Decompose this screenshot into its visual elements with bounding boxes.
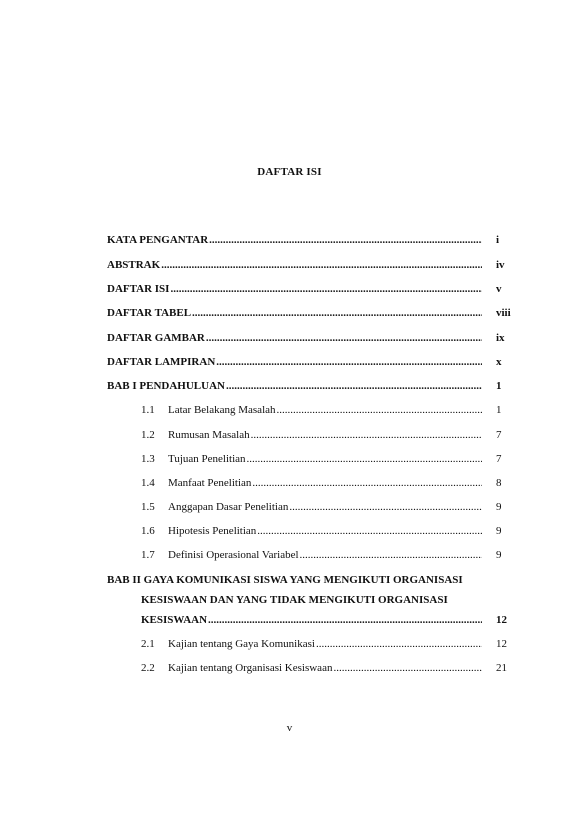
section-number: 1.3 [141, 453, 155, 465]
toc-label: DAFTAR TABEL [107, 307, 192, 319]
toc-entry-bab-2-line1[interactable]: BAB II GAYA KOMUNIKASI SISWA YANG MENGIKUTI ORGANISASI [107, 574, 463, 586]
dot-leader [257, 523, 482, 539]
toc-label: KESISWAAN [141, 614, 208, 626]
section-number: 1.5 [141, 501, 155, 513]
toc-page-number: 1 [496, 380, 502, 392]
toc-label: DAFTAR GAMBAR [107, 332, 205, 344]
toc-page-number: 8 [496, 477, 502, 489]
toc-label: KATA PENGANTAR [107, 234, 209, 246]
dot-leader [247, 451, 482, 467]
toc-label: Kajian tentang Gaya Komunikasi [168, 638, 315, 650]
toc-page-number: i [496, 234, 500, 246]
dot-leader [300, 547, 482, 563]
toc-label: Latar Belakang Masalah [168, 404, 276, 416]
section-number: 1.4 [141, 477, 155, 489]
toc-label: ABSTRAK [107, 259, 161, 271]
toc-entry-daftar-lampiran[interactable] [107, 354, 513, 370]
section-number: 1.1 [141, 404, 155, 416]
toc-entry-daftar-tabel[interactable] [107, 305, 513, 321]
toc-entry-daftar-isi[interactable] [107, 281, 513, 297]
toc-page-number: 7 [496, 453, 502, 465]
toc-label: BAB I PENDAHULUAN [107, 380, 225, 392]
section-number: 1.6 [141, 525, 155, 537]
toc-entry-bab-2-line2[interactable] [107, 592, 513, 608]
toc-page-number: iv [496, 259, 505, 271]
dot-leader [316, 636, 482, 652]
toc-label: Definisi Operasional Variabel [168, 549, 299, 561]
section-number: 2.2 [141, 662, 155, 674]
toc-page-number: 7 [496, 429, 502, 441]
section-number: 2.1 [141, 638, 155, 650]
toc-page-number: x [496, 356, 502, 368]
dot-leader [216, 354, 482, 370]
dot-leader [161, 257, 482, 273]
page-number-footer: v [286, 722, 293, 734]
toc-page-number: v [496, 283, 502, 295]
toc-subentry-1-3[interactable] [107, 451, 513, 467]
toc-page-number: 12 [496, 614, 507, 626]
section-number: 1.7 [141, 549, 155, 561]
dot-leader [170, 281, 482, 297]
toc-subentry-1-6[interactable] [107, 523, 513, 539]
toc-subentry-1-5[interactable] [107, 499, 513, 515]
toc-page-number: 9 [496, 549, 502, 561]
toc-label: Kajian tentang Organisasi Kesiswaan [168, 662, 333, 674]
toc-subentry-1-2[interactable] [107, 427, 513, 443]
toc-label: DAFTAR ISI [107, 283, 170, 295]
toc-subentry-1-4[interactable] [107, 475, 513, 491]
toc-label: Hipotesis Penelitian [168, 525, 257, 537]
dot-leader [192, 305, 482, 321]
toc-page-number: 1 [496, 404, 502, 416]
toc-label: Rumusan Masalah [168, 429, 250, 441]
page-title: DAFTAR ISI [257, 166, 322, 178]
toc-label: DAFTAR LAMPIRAN [107, 356, 216, 368]
dot-leader [333, 660, 482, 676]
toc-entry-bab-1[interactable] [107, 378, 513, 394]
toc-entry-abstrak[interactable] [107, 257, 513, 273]
toc-subentry-1-1[interactable] [107, 402, 513, 418]
dot-leader [226, 378, 482, 394]
toc-subentry-1-7[interactable] [107, 547, 513, 563]
toc-entry-bab-2[interactable] [107, 612, 513, 628]
toc-page-number: 12 [496, 638, 507, 650]
dot-leader [208, 612, 482, 628]
dot-leader [277, 402, 482, 418]
dot-leader [289, 499, 482, 515]
toc-page-number: viii [496, 307, 511, 319]
toc-subentry-2-2[interactable] [107, 660, 513, 676]
toc-subentry-2-1[interactable] [107, 636, 513, 652]
toc-page-number: ix [496, 332, 505, 344]
dot-leader [252, 475, 482, 491]
toc-label: Manfaat Penelitian [168, 477, 252, 489]
toc-entry-kata-pengantar[interactable] [107, 232, 513, 248]
section-number: 1.2 [141, 429, 155, 441]
toc-page-number: 21 [496, 662, 507, 674]
toc-label: Tujuan Penelitian [168, 453, 246, 465]
toc-page-number: 9 [496, 525, 502, 537]
toc-label: Anggapan Dasar Penelitian [168, 501, 289, 513]
dot-leader [209, 232, 482, 248]
toc-entry-daftar-gambar[interactable] [107, 330, 513, 346]
toc-page-number: 9 [496, 501, 502, 513]
toc-label-continuation: KESISWAAN DAN YANG TIDAK MENGIKUTI ORGANISASI [141, 594, 448, 606]
dot-leader [251, 427, 482, 443]
dot-leader [206, 330, 482, 346]
